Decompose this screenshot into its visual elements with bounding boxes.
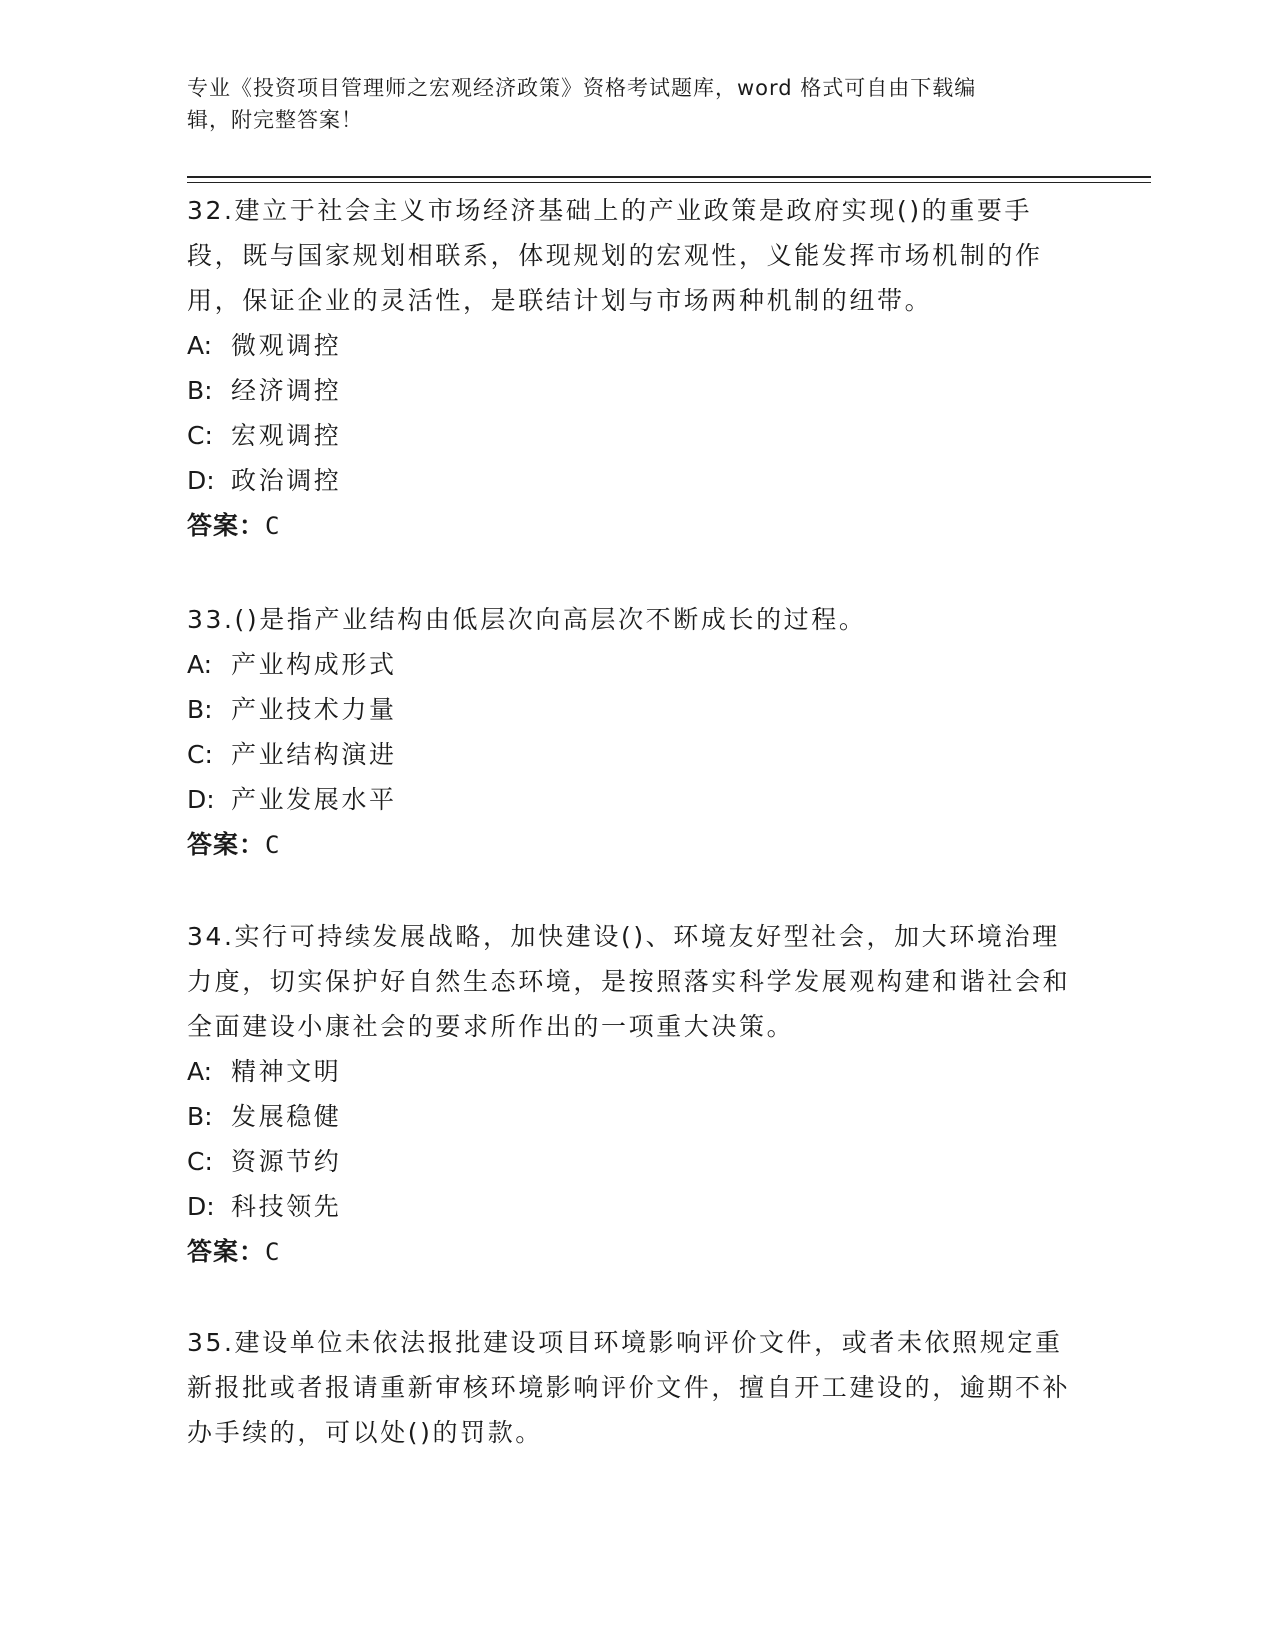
document-header xyxy=(187,72,1067,136)
question-33 xyxy=(187,597,1087,868)
option-letter: D: xyxy=(187,466,215,495)
header-line-1: 专业《投资项目管理师之宏观经济政策》资格考试题库，word 格式可自由下载编 xyxy=(187,76,977,100)
question-stem: 34.实行可持续发展战略，加快建设()、环境友好型社会，加大环境治理力度，切实保护好自然生态环境，是按照落实科学发展观构建和谐社会和全面建设小康社会的要求所作出的一项重大决策。 xyxy=(187,922,1071,1041)
option-d xyxy=(187,458,1087,503)
answer-label: 答案： xyxy=(187,830,266,859)
option-text: 产业构成形式 xyxy=(231,650,397,679)
option-letter: D: xyxy=(187,785,215,814)
option-b xyxy=(187,1094,1087,1139)
question-34 xyxy=(187,914,1087,1275)
option-b xyxy=(187,687,1087,732)
option-letter: B: xyxy=(187,695,213,724)
option-letter: D: xyxy=(187,1192,215,1221)
option-text: 微观调控 xyxy=(231,331,342,360)
option-c xyxy=(187,413,1087,458)
option-letter: C: xyxy=(187,1147,213,1176)
answer-value: C xyxy=(265,512,281,540)
question-35 xyxy=(187,1320,1087,1455)
answer-label: 答案： xyxy=(187,1237,266,1266)
answer-line xyxy=(187,822,1087,868)
option-a xyxy=(187,642,1087,687)
option-text: 资源节约 xyxy=(231,1147,342,1176)
option-b xyxy=(187,368,1087,413)
option-text: 科技领先 xyxy=(231,1192,342,1221)
option-letter: C: xyxy=(187,740,213,769)
option-c xyxy=(187,732,1087,777)
option-text: 政治调控 xyxy=(231,466,342,495)
answer-line xyxy=(187,503,1087,549)
answer-label: 答案： xyxy=(187,511,266,540)
answer-line xyxy=(187,1229,1087,1275)
header-rule-thick xyxy=(187,176,1151,178)
option-c xyxy=(187,1139,1087,1184)
option-text: 产业结构演进 xyxy=(231,740,397,769)
option-text: 宏观调控 xyxy=(231,421,342,450)
option-text: 产业发展水平 xyxy=(231,785,397,814)
option-d xyxy=(187,777,1087,822)
answer-value: C xyxy=(265,831,281,859)
option-text: 精神文明 xyxy=(231,1057,342,1086)
option-text: 产业技术力量 xyxy=(231,695,397,724)
answer-value: C xyxy=(265,1238,281,1266)
option-d xyxy=(187,1184,1087,1229)
option-letter: C: xyxy=(187,421,213,450)
option-letter: B: xyxy=(187,376,213,405)
option-letter: A: xyxy=(187,650,213,679)
header-line-2: 辑，附完整答案！ xyxy=(187,108,363,132)
question-stem: 33.()是指产业结构由低层次向高层次不断成长的过程。 xyxy=(187,605,867,634)
option-letter: B: xyxy=(187,1102,213,1131)
option-a xyxy=(187,323,1087,368)
option-text: 经济调控 xyxy=(231,376,342,405)
question-stem: 35.建设单位未依法报批建设项目环境影响评价文件，或者未依照规定重新报批或者报请重新审核环境影响评价文件，擅自开工建设的，逾期不补办手续的，可以处()的罚款。 xyxy=(187,1328,1071,1447)
question-stem: 32.建立于社会主义市场经济基础上的产业政策是政府实现()的重要手段，既与国家规划相联系，体现规划的宏观性，义能发挥市场机制的作用，保证企业的灵活性，是联结计划与市场两种机制的纽带。 xyxy=(187,196,1043,315)
option-text: 发展稳健 xyxy=(231,1102,342,1131)
option-a xyxy=(187,1049,1087,1094)
option-letter: A: xyxy=(187,331,213,360)
question-32 xyxy=(187,188,1087,549)
header-rule-thin xyxy=(187,182,1151,183)
option-letter: A: xyxy=(187,1057,213,1086)
